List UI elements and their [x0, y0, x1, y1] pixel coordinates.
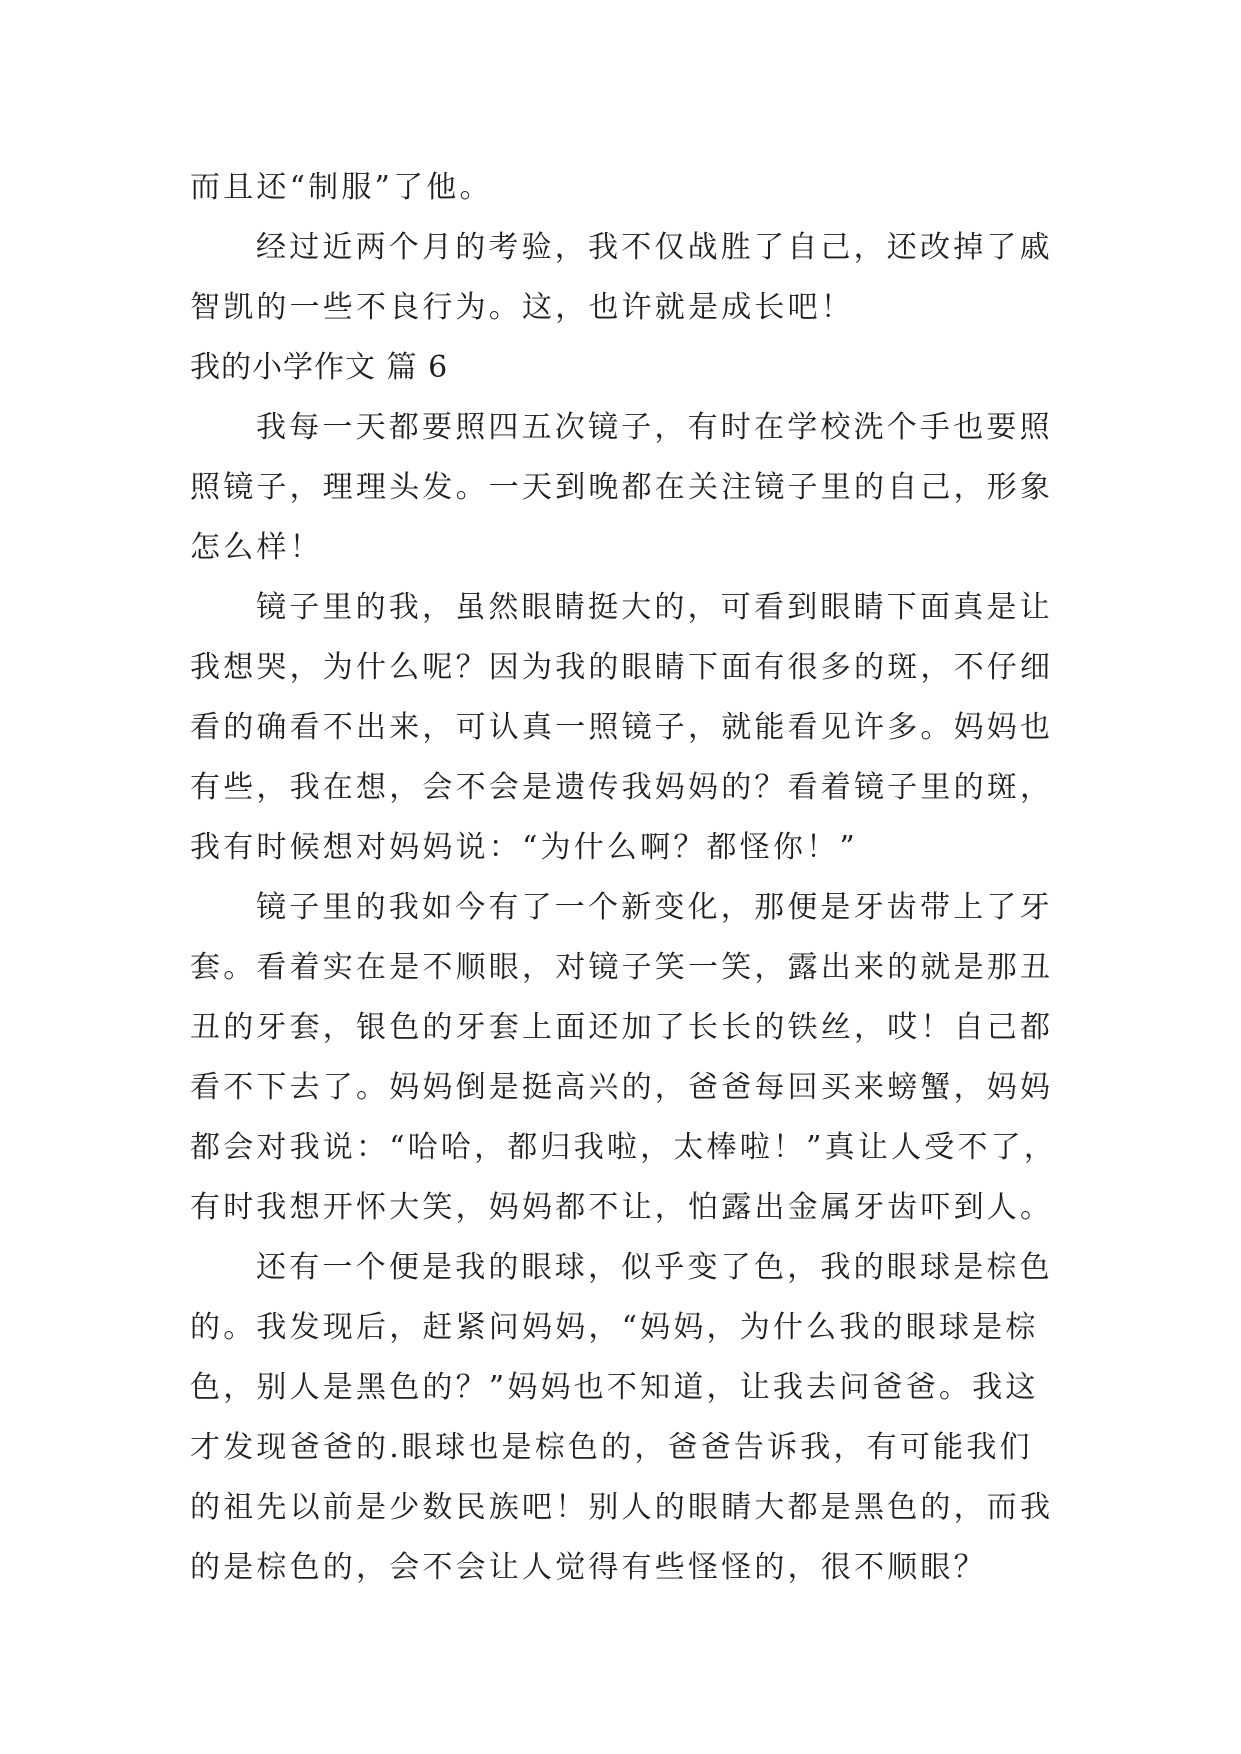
text-line: 我每一天都要照四五次镜子，有时在学校洗个手也要照	[256, 410, 1053, 445]
text-line: 有时我想开怀大笑，妈妈都不让，怕露出金属牙齿吓到人。	[190, 1190, 1054, 1225]
text-line: 有些，我在想，会不会是遗传我妈妈的？看着镜子里的斑，	[190, 770, 1054, 805]
text-line: 经过近两个月的考验，我不仅战胜了自己，还改掉了戚	[256, 230, 1053, 265]
text-line: 我想哭，为什么呢？因为我的眼睛下面有很多的斑，不仔细	[190, 650, 1054, 685]
text-line: 还有一个便是我的眼球，似乎变了色，我的眼球是棕色	[256, 1250, 1053, 1285]
text-line: 的是棕色的，会不会让人觉得有些怪怪的，很不顺眼？	[190, 1550, 987, 1585]
text-line: 我有时候想对妈妈说：“为什么啊？都怪你！”	[190, 830, 858, 865]
text-line: 照镜子，理理头发。一天到晚都在关注镜子里的自己，形象	[190, 470, 1054, 505]
section-heading: 我的小学作文 篇 6	[190, 350, 449, 385]
text-line: 智凯的一些不良行为。这，也许就是成长吧！	[190, 290, 854, 325]
text-line: 的祖先以前是少数民族吧！别人的眼睛大都是黑色的，而我	[190, 1490, 1054, 1525]
text-line: 看的确看不出来，可认真一照镜子，就能看见许多。妈妈也	[190, 710, 1054, 745]
text-line: 套。看着实在是不顺眼，对镜子笑一笑，露出来的就是那丑	[190, 950, 1054, 985]
text-line: 镜子里的我，虽然眼睛挺大的，可看到眼睛下面真是让	[256, 590, 1053, 625]
text-line: 的。我发现后，赶紧问妈妈，“妈妈，为什么我的眼球是棕	[190, 1310, 1039, 1345]
text-line: 怎么样！	[190, 530, 323, 565]
text-line: 才发现爸爸的.眼球也是棕色的，爸爸告诉我，有可能我们	[190, 1430, 1033, 1465]
text-line: 而且还“制服”了他。	[190, 170, 493, 205]
text-line: 看不下去了。妈妈倒是挺高兴的，爸爸每回买来螃蟹，妈妈	[190, 1070, 1054, 1105]
text-line: 都会对我说：“哈哈，都归我啦，太棒啦！”真让人受不了，	[190, 1130, 1058, 1165]
text-line: 色，别人是黑色的？”妈妈也不知道，让我去问爸爸。我这	[190, 1370, 1039, 1405]
text-line: 丑的牙套，银色的牙套上面还加了长长的铁丝，哎！自己都	[190, 1010, 1054, 1045]
text-line: 镜子里的我如今有了一个新变化，那便是牙齿带上了牙	[256, 890, 1053, 925]
